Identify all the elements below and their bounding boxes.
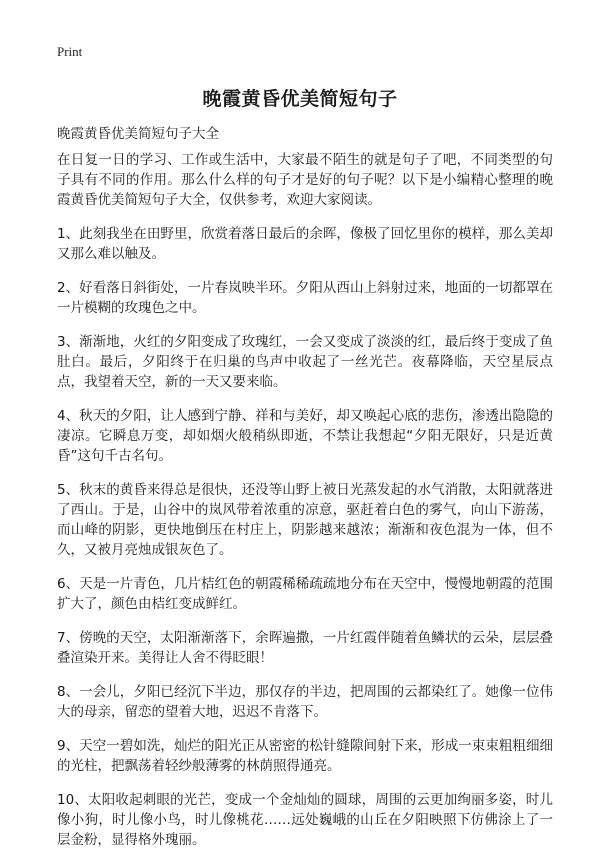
sentence-item-6: 6、天是一片青色，几片桔红色的朝霞稀稀疏疏地分布在天空中，慢慢地朝霞的范围扩大了，颜色由桔红变成鲜红。	[57, 576, 553, 612]
sentence-item-5: 5、秋末的黄昏来得总是很快，还没等山野上被日光蒸发起的水气消散，太阳就落进了西山。于是，山谷中的岚风带着浓重的凉意，驱赶着白色的雾气，向山下游荡，而山峰的阴影，更快地倒压在村庄上，阴影越来越浓；渐渐和夜色混为一体，但不久，又被月亮烛成银灰色了。	[57, 482, 553, 558]
article-subtitle: 晚霞黄昏优美简短句子大全	[57, 126, 219, 142]
sentence-item-9: 9、天空一碧如洗，灿烂的阳光正从密密的松针缝隙间射下来，形成一束束粗粗细细的光柱，把飘荡着轻纱般薄雾的林荫照得通亮。	[57, 738, 553, 774]
article-body	[57, 150, 553, 864]
intro-paragraph: 在日复一日的学习、工作或生活中，大家最不陌生的就是句子了吧，不同类型的句子具有不同的作用。那么什么样的句子才是好的句子呢？以下是小编精心整理的晚霞黄昏优美简短句子大全，仅供参考，欢迎大家阅读。	[57, 152, 553, 208]
sentence-item-2: 2、好看落日斜街处，一片春岚映半环。夕阳从西山上斜射过来，地面的一切都罩在一片模糊的玫瑰色之中。	[57, 280, 553, 316]
print-link[interactable]: Print	[57, 44, 83, 59]
sentence-item-3: 3、渐渐地，火红的夕阳变成了玫瑰红，一会又变成了淡淡的红，最后终于变成了鱼肚白。最后，夕阳终于在归巢的鸟声中收起了一丝光芒。夜幕降临，天空星辰点点，我望着天空，新的一天又要来临。	[57, 334, 553, 390]
sentence-item-4: 4、秋天的夕阳，让人感到宁静、祥和与美好，却又唤起心底的悲伤，渗透出隐隐的凄凉。它瞬息万变，却如烟火般稍纵即逝，不禁让我想起“夕阳无限好，只是近黄昏”这句千古名句。	[57, 408, 553, 464]
page-title: 晚霞黄昏优美简短句子	[202, 88, 398, 110]
sentence-item-7: 7、傍晚的天空，太阳渐渐落下，余晖遍撒，一片红霞伴随着鱼鳞状的云朵，层层叠叠渲染开来。美得让人舍不得眨眼！	[57, 630, 553, 666]
sentence-item-10: 10、太阳收起刺眼的光芒，变成一个金灿灿的圆球，周围的云更加绚丽多姿，时儿像小狗，时儿像小鸟，时儿像桃花……远处巍峨的山丘在夕阳映照下仿佛涂上了一层金粉，显得格外瑰丽。	[57, 792, 553, 848]
sentence-item-8: 8、一会儿，夕阳已经沉下半边，那仅存的半边，把周围的云都染红了。她像一位伟大的母亲，留恋的望着大地，迟迟不肯落下。	[57, 684, 553, 720]
sentence-item-1: 1、此刻我坐在田野里，欣赏着落日最后的余晖，像极了回忆里你的模样，那么美却又那么难以触及。	[57, 226, 553, 262]
